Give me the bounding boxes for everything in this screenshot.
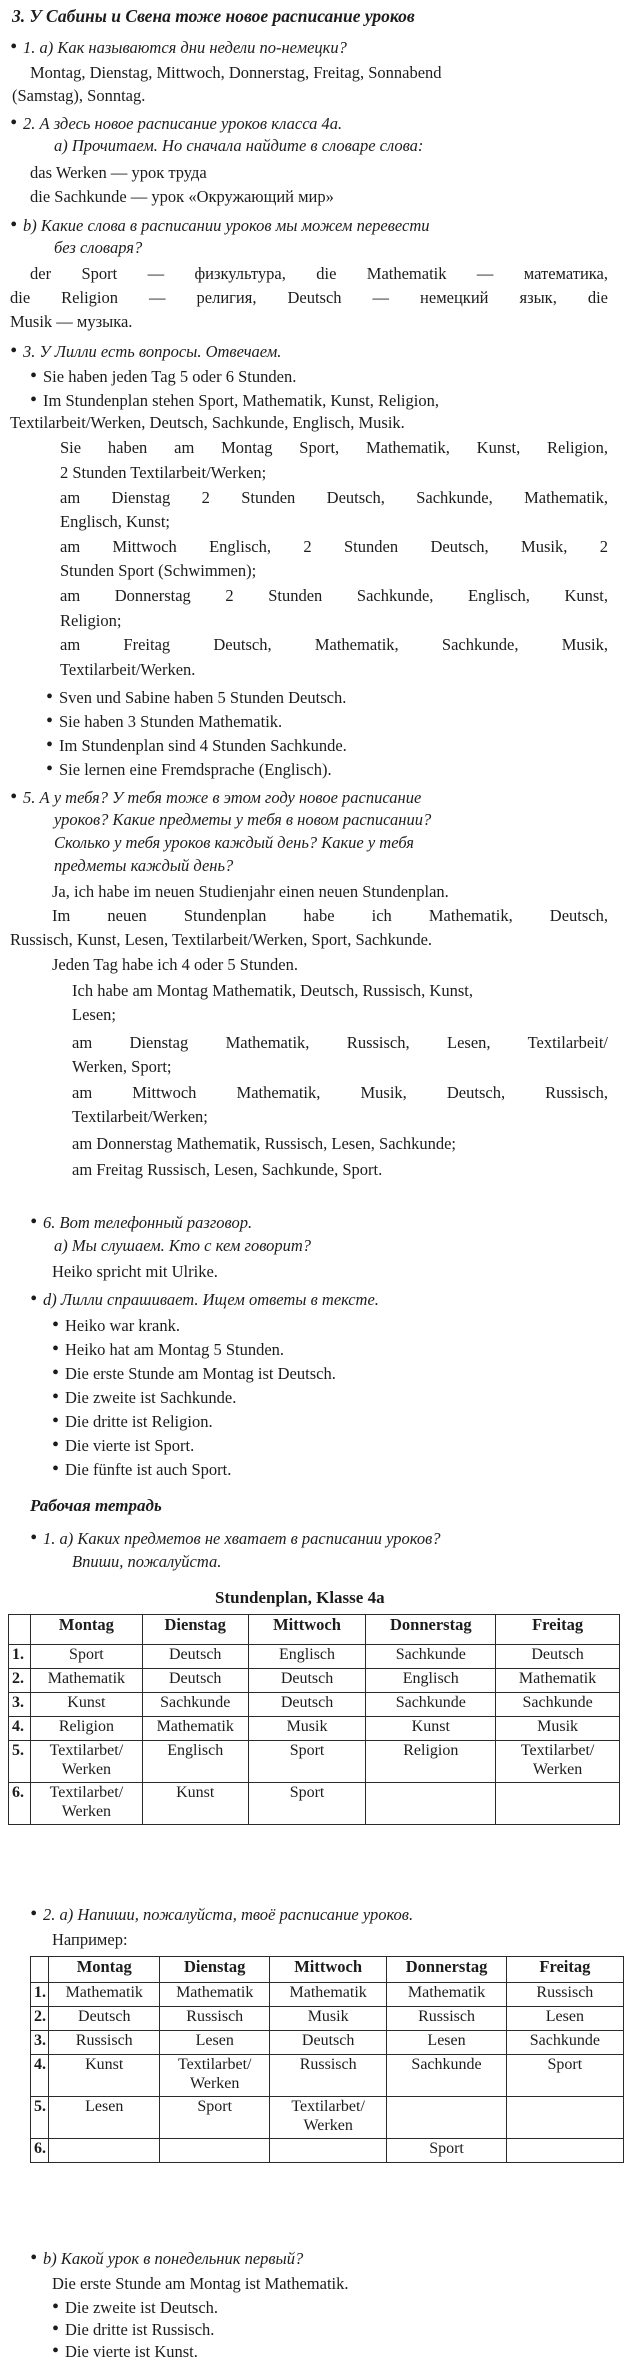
- table-cell: Russisch: [269, 2055, 386, 2097]
- task5-block-line: Textilarbeit/Werken;: [72, 1107, 208, 1126]
- row-number-cell: 1.: [9, 1645, 31, 1669]
- table-cell: Kunst: [49, 2055, 160, 2097]
- table-row: [9, 1783, 620, 1825]
- table-cell: Deutsch: [142, 1645, 248, 1669]
- task3-bullet: • Im Stundenplan sind 4 Stunden Sachkunde.: [46, 735, 347, 756]
- table-cell: Russisch: [49, 2031, 160, 2055]
- task2-sub-b: • b) Какие слова в расписании уроков мы можем перевести: [10, 215, 430, 236]
- table-cell: Sport: [248, 1741, 366, 1783]
- task5-answer-line: Im neuen Stundenplan habe ich Mathematik, Deutsch,: [52, 906, 608, 925]
- task5-block-line: am Dienstag Mathematik, Russisch, Lesen, Textilarbeit/: [72, 1033, 608, 1052]
- table-row: [31, 2031, 624, 2055]
- table-cell: Russisch: [506, 1983, 623, 2007]
- workbook-title: Рабочая тетрадь: [30, 1496, 162, 1515]
- table-cell: Mathematik: [269, 1983, 386, 2007]
- table-cell: Englisch: [142, 1741, 248, 1783]
- task3-bullet: • Im Stundenplan stehen Sport, Mathematik, Kunst, Religion,: [30, 390, 439, 411]
- task3-bullet: • Sie haben 3 Stunden Mathematik.: [46, 711, 282, 732]
- table-cell: Textilarbet/ Werken: [496, 1741, 620, 1783]
- task2-answer-line: die Religion — религия, Deutsch — немецкий язык, die: [10, 288, 608, 307]
- table-cell: Mathematik: [160, 1983, 270, 2007]
- task2b-bullet: • Die zweite ist Deutsch.: [52, 2297, 218, 2318]
- task2-answer-line: der Sport — физкультура, die Mathematik — математика,: [30, 264, 608, 283]
- table-cell: Musik: [269, 2007, 386, 2031]
- table-row: [31, 2055, 624, 2097]
- table-cell: Sachkunde: [387, 2055, 506, 2097]
- task3-block-line: Sie haben am Montag Sport, Mathematik, Kunst, Religion,: [60, 438, 608, 457]
- table-cell: [49, 2139, 160, 2163]
- table-cell: Deutsch: [49, 2007, 160, 2031]
- table-row: [31, 1983, 624, 2007]
- task2-answer-line: Musik — музыка.: [10, 312, 133, 331]
- table-cell: Kunst: [142, 1783, 248, 1825]
- task6-bullet: • Heiko war krank.: [52, 1315, 180, 1336]
- table-row: [9, 1693, 620, 1717]
- table-cell: Sachkunde: [142, 1693, 248, 1717]
- task6-bullet: • Die dritte ist Religion.: [52, 1411, 213, 1432]
- table-cell: Sport: [30, 1645, 142, 1669]
- task3-block-line: am Donnerstag 2 Stunden Sachkunde, Englisch, Kunst,: [60, 586, 608, 605]
- task3-bullet: • Sie lernen eine Fremdsprache (Englisch).: [46, 759, 332, 780]
- table-cell: Deutsch: [248, 1693, 366, 1717]
- table-cell: Religion: [366, 1741, 496, 1783]
- task6-title: • 6. Вот телефонный разговор.: [30, 1212, 252, 1233]
- task3-line: Textilarbeit/Werken, Deutsch, Sachkunde, Englisch, Musik.: [10, 413, 405, 432]
- table-cell: Sachkunde: [496, 1693, 620, 1717]
- task5-question: уроков? Какие предметы у тебя в новом расписании?: [54, 810, 432, 829]
- table-cell: Englisch: [366, 1669, 496, 1693]
- table-header-row: [31, 1957, 624, 1983]
- workbook-task2b: • b) Какой урок в понедельник первый?: [30, 2248, 303, 2269]
- row-number-cell: 4.: [31, 2055, 49, 2097]
- task2b-bullet: • Die dritte ist Russisch.: [52, 2319, 214, 2340]
- table-cell: Lesen: [49, 2097, 160, 2139]
- task3-block-line: 2 Stunden Textilarbeit/Werken;: [60, 463, 267, 482]
- table-cell: Deutsch: [142, 1669, 248, 1693]
- task2b-bullet: • Die vierte ist Kunst.: [52, 2341, 198, 2362]
- task5-question: предметы каждый день?: [54, 856, 234, 875]
- task5-block-line: Werken, Sport;: [72, 1057, 172, 1076]
- task6-bullet: • Die erste Stunde am Montag ist Deutsch.: [52, 1363, 336, 1384]
- row-number-cell: 3.: [9, 1693, 31, 1717]
- day-header: Montag: [30, 1615, 142, 1645]
- day-header: Dienstag: [142, 1615, 248, 1645]
- row-number-cell: 4.: [9, 1717, 31, 1741]
- table-cell: Lesen: [160, 2031, 270, 2055]
- table-row: [31, 2007, 624, 2031]
- table-cell: Musik: [496, 1717, 620, 1741]
- table-cell: Lesen: [387, 2031, 506, 2055]
- row-number-cell: 2.: [9, 1669, 31, 1693]
- task3-block-line: am Dienstag 2 Stunden Deutsch, Sachkunde, Mathematik,: [60, 488, 608, 507]
- table-cell: Sport: [248, 1783, 366, 1825]
- day-header: Freitag: [496, 1615, 620, 1645]
- task3-block-line: am Mittwoch Englisch, 2 Stunden Deutsch, Musik, 2: [60, 537, 608, 556]
- task3-block-line: Religion;: [60, 611, 122, 630]
- task3-block-line: am Freitag Deutsch, Mathematik, Sachkunde, Musik,: [60, 635, 608, 654]
- table-cell: [387, 2097, 506, 2139]
- table-cell: Mathematik: [30, 1669, 142, 1693]
- table-cell: Deutsch: [496, 1645, 620, 1669]
- table-cell: [506, 2097, 623, 2139]
- task2b-answer: Die erste Stunde am Montag ist Mathematik.: [52, 2274, 349, 2293]
- table-cell: Sachkunde: [366, 1693, 496, 1717]
- table-row: [31, 2097, 624, 2139]
- table-cell: Textilarbet/ Werken: [160, 2055, 270, 2097]
- table-cell: Textilarbet/ Werken: [30, 1783, 142, 1825]
- table-row: [9, 1645, 620, 1669]
- row-number-cell: 6.: [31, 2139, 49, 2163]
- task3-block-line: Englisch, Kunst;: [60, 512, 170, 531]
- table-cell: [366, 1783, 496, 1825]
- corner-cell: [31, 1957, 49, 1983]
- task3-bullet: • Sven und Sabine haben 5 Stunden Deutsch.: [46, 687, 346, 708]
- table-cell: Sport: [387, 2139, 506, 2163]
- row-number-cell: 5.: [9, 1741, 31, 1783]
- table-row: [9, 1669, 620, 1693]
- task5-block-line: Ich habe am Montag Mathematik, Deutsch, Russisch, Kunst,: [72, 981, 473, 1000]
- day-header: Montag: [49, 1957, 160, 1983]
- day-header: Mittwoch: [248, 1615, 366, 1645]
- table-title: Stundenplan, Klasse 4a: [215, 1588, 385, 1607]
- task2-title: • 2. А здесь новое расписание уроков класса 4а.: [10, 113, 342, 134]
- table-row: [31, 2139, 624, 2163]
- task3-title: • 3. У Лилли есть вопросы. Отвечаем.: [10, 341, 281, 362]
- task5-block-line: am Freitag Russisch, Lesen, Sachkunde, Sport.: [72, 1160, 383, 1179]
- table-cell: [496, 1783, 620, 1825]
- table-cell: Mathematik: [142, 1717, 248, 1741]
- schedule-table-2: [30, 1956, 624, 2163]
- table-cell: Mathematik: [496, 1669, 620, 1693]
- workbook-task1: • 1. а) Каких предметов не хватает в расписании уроков?: [30, 1528, 441, 1549]
- task1-answer-line: Montag, Dienstag, Mittwoch, Donnerstag, Freitag, Sonnabend: [30, 63, 442, 82]
- row-number-cell: 3.: [31, 2031, 49, 2055]
- task3-block-line: Stunden Sport (Schwimmen);: [60, 561, 257, 580]
- table-cell: Religion: [30, 1717, 142, 1741]
- row-number-cell: 6.: [9, 1783, 31, 1825]
- task5-answer-line: Ja, ich habe im neuen Studienjahr einen neuen Stundenplan.: [52, 882, 449, 901]
- table-cell: Sport: [160, 2097, 270, 2139]
- row-number-cell: 2.: [31, 2007, 49, 2031]
- day-header: Mittwoch: [269, 1957, 386, 1983]
- table-row: [9, 1717, 620, 1741]
- table-cell: Russisch: [387, 2007, 506, 2031]
- task5-question: Сколько у тебя уроков каждый день? Какие у тебя: [54, 833, 414, 852]
- table-cell: Sachkunde: [366, 1645, 496, 1669]
- section-heading: 3. У Сабины и Свена тоже новое расписание уроков: [12, 6, 415, 26]
- table-cell: Textilarbet/ Werken: [269, 2097, 386, 2139]
- task5-answer-line: Jeden Tag habe ich 4 oder 5 Stunden.: [52, 955, 298, 974]
- table-header-row: [9, 1615, 620, 1645]
- table-cell: Kunst: [30, 1693, 142, 1717]
- example-label: Например:: [52, 1930, 128, 1949]
- task6-answer-a: Heiko spricht mit Ulrike.: [52, 1262, 218, 1281]
- vocab-line: das Werken — урок труда: [30, 163, 207, 182]
- task5-block-line: am Donnerstag Mathematik, Russisch, Lesen, Sachkunde;: [72, 1134, 457, 1153]
- table-cell: Sachkunde: [506, 2031, 623, 2055]
- task6-bullet: • Heiko hat am Montag 5 Stunden.: [52, 1339, 284, 1360]
- task6-sub-a: а) Мы слушаем. Кто с кем говорит?: [54, 1236, 312, 1255]
- task3-block-line: Textilarbeit/Werken.: [60, 660, 196, 679]
- workbook-task2: • 2. а) Напиши, пожалуйста, твоё расписание уроков.: [30, 1904, 413, 1925]
- task1-question: • 1. а) Как называются дни недели по-немецки?: [10, 37, 347, 58]
- table-cell: Mathematik: [387, 1983, 506, 2007]
- task2-sub-b: без словаря?: [54, 238, 143, 257]
- task5-answer-line: Russisch, Kunst, Lesen, Textilarbeit/Werken, Sport, Sachkunde.: [10, 930, 433, 949]
- table-cell: Mathematik: [49, 1983, 160, 2007]
- task6-sub-d: • d) Лилли спрашивает. Ищем ответы в тексте.: [30, 1289, 379, 1310]
- row-number-cell: 1.: [31, 1983, 49, 2007]
- task3-bullet: • Sie haben jeden Tag 5 oder 6 Stunden.: [30, 366, 296, 387]
- table-cell: Lesen: [506, 2007, 623, 2031]
- task5-question: • 5. А у тебя? У тебя тоже в этом году новое расписание: [10, 787, 421, 808]
- workbook-task1: Впиши, пожалуйста.: [72, 1552, 222, 1571]
- task6-bullet: • Die zweite ist Sachkunde.: [52, 1387, 236, 1408]
- table-cell: Deutsch: [269, 2031, 386, 2055]
- table-cell: Sport: [506, 2055, 623, 2097]
- task6-bullet: • Die fünfte ist auch Sport.: [52, 1459, 231, 1480]
- table-cell: Textilarbet/ Werken: [30, 1741, 142, 1783]
- table-cell: [160, 2139, 270, 2163]
- corner-cell: [9, 1615, 31, 1645]
- day-header: Dienstag: [160, 1957, 270, 1983]
- task2-sub-a: а) Прочитаем. Но сначала найдите в словаре слова:: [54, 136, 424, 155]
- schedule-table-1: [8, 1614, 620, 1825]
- table-cell: Kunst: [366, 1717, 496, 1741]
- table-cell: Deutsch: [248, 1669, 366, 1693]
- day-header: Freitag: [506, 1957, 623, 1983]
- table-cell: [506, 2139, 623, 2163]
- table-cell: Russisch: [160, 2007, 270, 2031]
- table-cell: Musik: [248, 1717, 366, 1741]
- table-cell: Englisch: [248, 1645, 366, 1669]
- task1-answer-line: (Samstag), Sonntag.: [12, 86, 146, 105]
- task5-block-line: am Mittwoch Mathematik, Musik, Deutsch, Russisch,: [72, 1083, 608, 1102]
- task6-bullet: • Die vierte ist Sport.: [52, 1435, 194, 1456]
- table-cell: [269, 2139, 386, 2163]
- row-number-cell: 5.: [31, 2097, 49, 2139]
- day-header: Donnerstag: [387, 1957, 506, 1983]
- table-row: [9, 1741, 620, 1783]
- vocab-line: die Sachkunde — урок «Окружающий мир»: [30, 187, 334, 206]
- task5-block-line: Lesen;: [72, 1005, 116, 1024]
- day-header: Donnerstag: [366, 1615, 496, 1645]
